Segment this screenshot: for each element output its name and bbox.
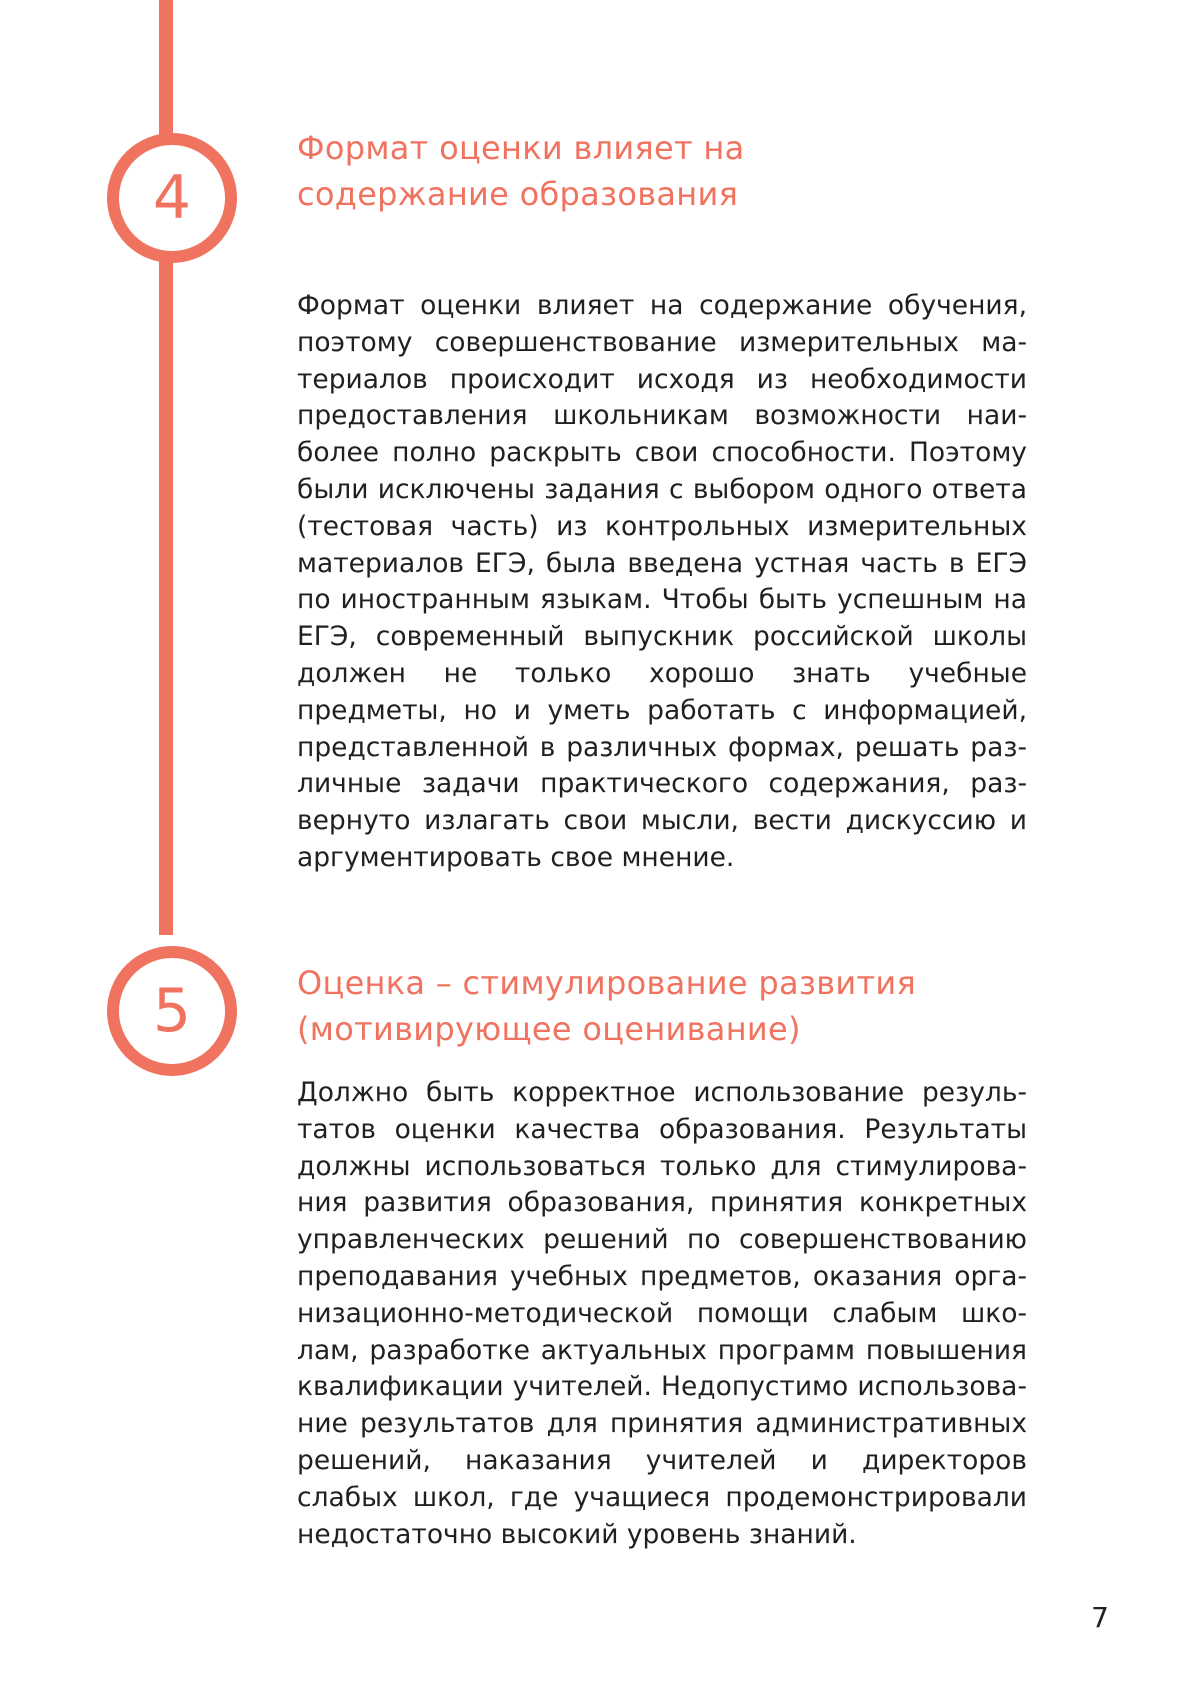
step-number-circle-5 (107, 946, 237, 1076)
page-number: 7 (1091, 1601, 1109, 1634)
step-number-circle-4 (107, 133, 237, 263)
section-body-5: Должно быть корректное использование результатов оценки качества образования. Результаты должны использоваться только для стимулирования развития образования, принятия конкретных управленческих решений по совершенствованию преподавания учебных предметов, оказания организационно-методической помощи слабым школам, разработке актуальных программ повышения квалификации учителей. Недопустимо использование результатов для принятия административных решений, наказания учителей и директоров слабых школ, где учащиеся продемонстрировали недостаточно высокий уровень знаний. (297, 1077, 1027, 1550)
section-body-4: Формат оценки влияет на содержание обучения, поэтому совершенствование измерительных материалов происходит исходя из необходимости предоставления школьникам возможности наиболее полно раскрыть свои способности. Поэтому были исключены задания с выбором одного ответа (тестовая часть) из контрольных измерительных материалов ЕГЭ, была введена устная часть в ЕГЭ по иностранным языкам. Чтобы быть успешным на ЕГЭ, современный выпускник российской школы должен не только хорошо знать учебные предметы, но и уметь работать с информацией, представленной в различных формах, решать различные задачи практического содержания, развернуто излагать свои мысли, вести дискуссию и аргументировать свое мнение. (297, 290, 1027, 873)
step-number-5: 5 (152, 976, 192, 1046)
section-title-4: Формат оценки влияет на содержание образования (297, 129, 745, 213)
step-number-4: 4 (152, 163, 192, 233)
section-title-5: Оценка – стимулирование развития (мотивирующее оценивание) (297, 964, 917, 1048)
